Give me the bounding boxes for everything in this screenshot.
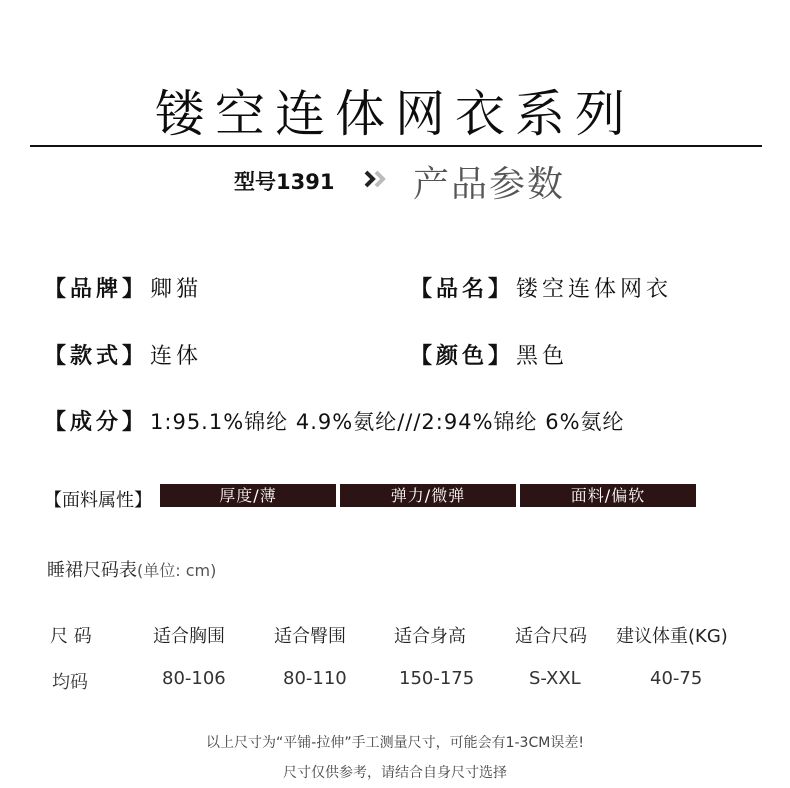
fabric-attr-elasticity: 弹力/微弹 bbox=[340, 484, 516, 507]
size-cell-weight: 40-75 bbox=[650, 668, 703, 689]
spec-name-value: 镂空连体网衣 bbox=[516, 277, 673, 302]
size-header-size: 尺 码 bbox=[50, 626, 92, 647]
size-cell-hip: 80-110 bbox=[283, 668, 347, 689]
model-number: 型号1391 bbox=[234, 170, 335, 194]
section-subtitle: 产品参数 bbox=[413, 164, 566, 205]
spec-name bbox=[410, 272, 672, 303]
measurement-note: 以上尺寸为“平铺-拉伸”手工测量尺寸，可能会有1-3CM误差! bbox=[206, 735, 584, 751]
size-chart-unit: (单位: cm) bbox=[137, 561, 217, 580]
size-cell-height: 150-175 bbox=[399, 668, 475, 689]
size-header-hip: 适合臀围 bbox=[274, 626, 346, 647]
fabric-attr-softness: 面料/偏软 bbox=[520, 484, 696, 507]
spec-composition bbox=[44, 405, 625, 436]
size-cell-fit-size: S-XXL bbox=[529, 668, 581, 689]
size-header-bust: 适合胸围 bbox=[153, 626, 225, 647]
size-chart-title-text: 睡裙尺码表 bbox=[47, 560, 137, 581]
spec-color bbox=[410, 339, 568, 370]
spec-composition-value: 1:95.1%锦纶 4.9%氨纶///2:94%锦纶 6%氨纶 bbox=[150, 410, 625, 434]
size-header-weight: 建议体重(KG) bbox=[616, 626, 728, 647]
title-divider bbox=[30, 145, 762, 147]
spec-brand-value: 卿猫 bbox=[150, 277, 203, 302]
spec-color-label: 【颜色】 bbox=[410, 344, 515, 369]
spec-brand-label: 【品牌】 bbox=[44, 277, 149, 302]
size-chart-title bbox=[47, 556, 216, 582]
spec-style bbox=[44, 339, 202, 370]
spec-color-value: 黑色 bbox=[516, 344, 569, 369]
fabric-attr-thickness: 厚度/薄 bbox=[160, 484, 336, 507]
page-title: 镂空连体网衣系列 bbox=[155, 85, 635, 143]
spec-name-label: 【品名】 bbox=[410, 277, 515, 302]
fabric-attributes-label: 【面料属性】 bbox=[44, 490, 152, 511]
size-cell-bust: 80-106 bbox=[162, 668, 226, 689]
spec-brand bbox=[44, 272, 202, 303]
spec-style-label: 【款式】 bbox=[44, 344, 149, 369]
spec-composition-label: 【成分】 bbox=[44, 410, 149, 435]
size-cell-size: 均码 bbox=[52, 672, 88, 693]
reference-note: 尺寸仅供参考，请结合自身尺寸选择 bbox=[283, 765, 507, 781]
spec-style-value: 连体 bbox=[150, 344, 203, 369]
double-chevron-right-icon bbox=[364, 169, 390, 189]
size-header-fit-size: 适合尺码 bbox=[515, 626, 587, 647]
size-header-height: 适合身高 bbox=[394, 626, 466, 647]
